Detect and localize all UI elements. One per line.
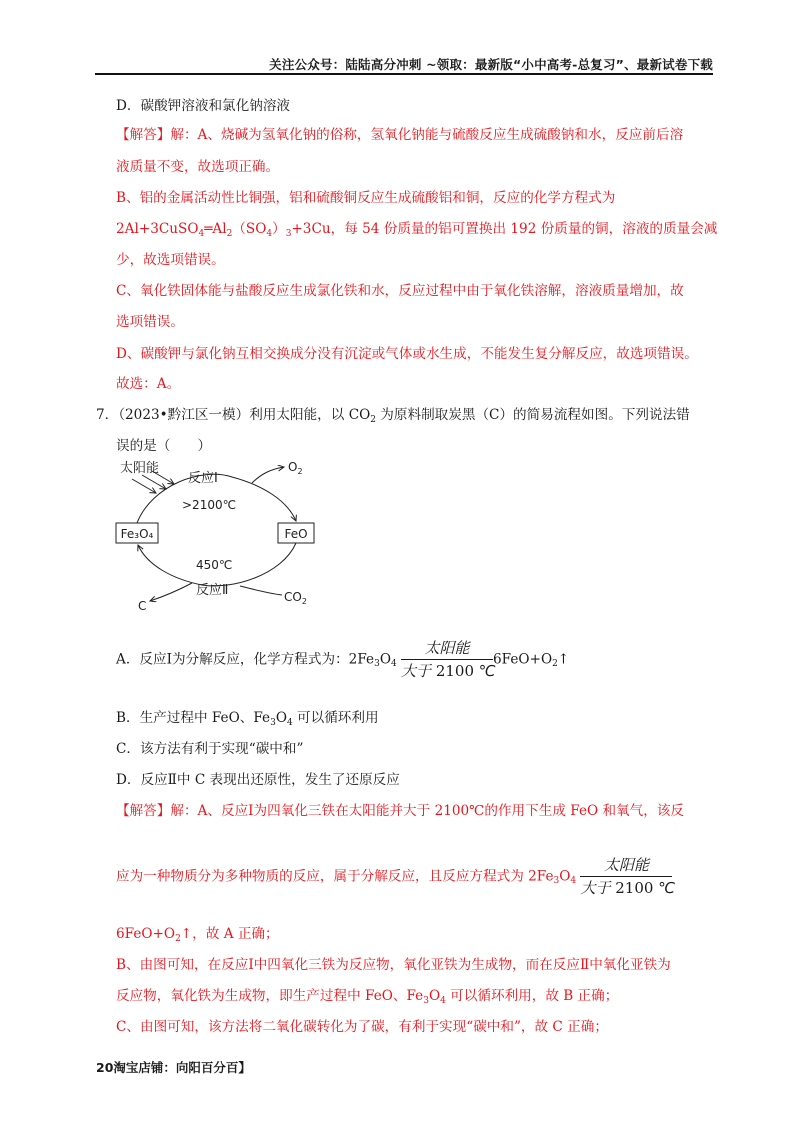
q7-option-b: B．生产过程中 FeO、$Fe_3O_4$ 可以循环利用 (116, 710, 379, 728)
solar-label: 太阳能 (120, 461, 160, 476)
prev-answer-d-line: D、碳酸钾与氯化钠互相交换成分没有沉淀或气体或水生成，不能发生复分解反应，故选项错误。 (116, 346, 698, 362)
prev-answer-b-line3: 少，故选项错误。 (116, 252, 225, 268)
co2-branch-arrow (240, 586, 282, 595)
c-branch-arrow (150, 583, 192, 601)
q7-answer-a-line3: $6FeO+O_2↑$，故 A 正确； (116, 926, 279, 944)
prev-answer-a-line1: 【解答】解：A、烧碱为氢氧化钠的俗称，氢氧化钠能与硫酸反应生成硫酸钠和水，反应前后溶 (116, 127, 684, 143)
reaction2-label: 反应Ⅱ (196, 583, 229, 598)
reaction1-label: 反应Ⅰ (188, 471, 218, 486)
page-footer: 20淘宝店铺：向阳百分百】 (96, 1060, 251, 1075)
q7-answer-c-line1: C、由图可知，该方法将二氧化碳转化为了碳，有利于实现“碳中和”，故 C 正确； (116, 1019, 608, 1035)
cond1-label: >2100℃ (182, 498, 237, 512)
q7-option-a: A．反应Ⅰ为分解反应，化学方程式为：$2Fe_3O_4$ $\frac{\text{太阳能}}{\text{大于 2100 ℃}}$ $6FeO+O_2↑$ (116, 639, 570, 680)
q7-option-c: C．该方法有利于实现“碳中和” (116, 741, 304, 757)
prev-answer-a-line2: 液质量不变，故选项正确。 (116, 159, 280, 175)
header-divider (95, 73, 713, 75)
reaction-condition-a: $\frac{\text{太阳能}}{\text{大于 2100 ℃}}$ (401, 639, 496, 680)
q7-stem-line2: 误的是（ ） (116, 438, 212, 454)
q7-answer-b-line2: 反应物，氧化铁为生成物，即生产过程中 FeO、$Fe_3O_4$ 可以循环利用，故 B 正确； (116, 988, 619, 1006)
prev-choice: 故选：A。 (116, 376, 181, 392)
prev-option-d: D．碳酸钾溶液和氯化钠溶液 (116, 98, 291, 114)
o2-label: $O_2$ (288, 460, 303, 476)
fe3o4-label: Fe₃O₄ (120, 527, 154, 541)
prev-answer-b-line1: B、铝的金属活动性比铜强，铝和硫酸铜反应生成硫酸铝和铜，反应的化学方程式为 (116, 190, 616, 206)
o2-branch-arrow (252, 467, 284, 483)
prev-answer-c-line1: C、氧化铁固体能与盐酸反应生成氯化铁和水，反应过程中由于氧化铁溶解，溶液质量增加，故 (116, 283, 684, 299)
q7-answer-b-line1: B、由图可知，在反应Ⅰ中四氧化三铁为反应物，氧化亚铁为生成物，而在反应Ⅱ中氧化亚铁为 (116, 957, 671, 973)
reaction-cycle-diagram (112, 455, 322, 620)
q7-answer-a-line1: 【解答】解：A、反应Ⅰ为四氧化三铁在太阳能并大于 2100℃的作用下生成 FeO 和氧气，该反 (116, 803, 685, 819)
q7-stem-line1: 7．（2023•黔江区一模）利用太阳能，以 $CO_2$ 为原料制取炭黑（C）的简易流程如图。下列说法错 (96, 407, 690, 425)
cond2-label: 450℃ (196, 558, 233, 572)
c-label: C (138, 599, 147, 613)
prev-answer-c-line2: 选项错误。 (116, 314, 184, 330)
q7-option-d: D．反应Ⅱ中 C 表现出还原性，发生了还原反应 (116, 772, 400, 788)
prev-answer-b-equation: $2Al+3CuSO_4═Al_2(SO_4)_3+3Cu$，每 54 份质量的铝可置换出 192 份质量的铜，溶液的质量会减 (116, 221, 718, 239)
reaction-condition-answer: $\frac{\text{太阳能}}{\text{大于 2100 ℃}}$ (580, 856, 676, 897)
q7-answer-a-line2: 应为一种物质分为多种物质的反应，属于分解反应，且反应方程式为 $2Fe_3O_4$ $\frac{\text{太阳能}}{\text{大于 2100 ℃}}$ (116, 856, 676, 897)
feo-label: FeO (284, 527, 308, 541)
answer-tag: 【解答】 (116, 127, 171, 143)
co2-label: $CO_2$ (284, 590, 307, 606)
page-header: 关注公众号：陆陆高分冲刺 ~领取：最新版“小中高考-总复习”、最新试卷下载 (269, 57, 713, 72)
